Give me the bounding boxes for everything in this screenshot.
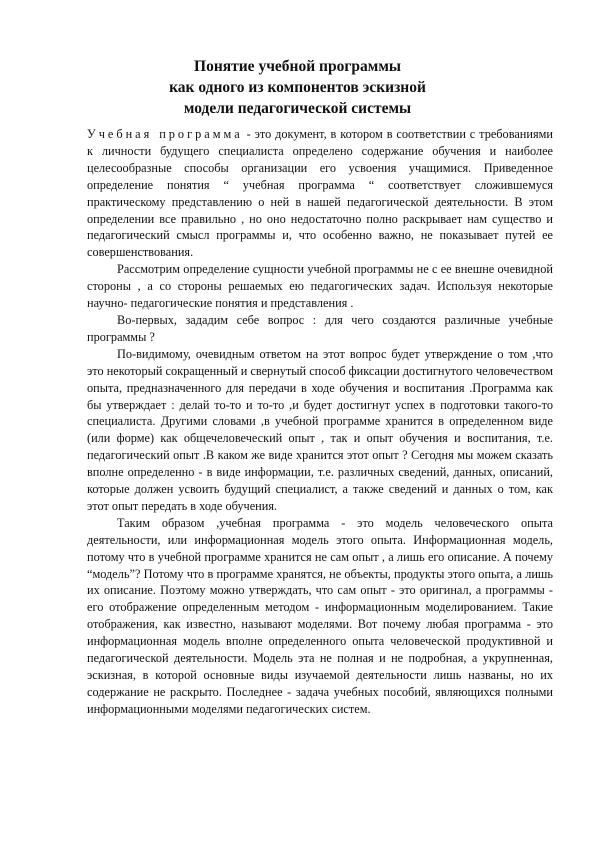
paragraph-1 bbox=[87, 126, 553, 261]
title-line-1: Понятие учебной программы bbox=[194, 58, 401, 75]
term-lead: Учебная программа bbox=[87, 127, 243, 141]
title-line-2: как одного из компонентов эскизной bbox=[169, 79, 426, 96]
title-line-3: модели педагогической системы bbox=[183, 100, 412, 117]
document-title bbox=[80, 56, 515, 119]
document-body bbox=[87, 126, 553, 718]
paragraph-3: Во-первых, зададим себе вопрос : для чего создаются различные учебные программы ? bbox=[87, 312, 553, 344]
paragraph-1-text: - это документ, в котором в соответствии с требованиями к личности будущего специалиста определено содержание обучения и наиболее целесообразные способы организации его усвоения учащимися. Приведенное определение понятия “ учебная программа “ соответствует сложившемуся практическому представлению о ней в нашей педагогической деятельности. В этом определении все правильно , но оно недостаточно полно раскрывает нам существо и педагогический смысл программы и, что особенно важно, не показывает путей ее совершенствования. bbox=[87, 127, 553, 260]
paragraph-4: По-видимому, очевидным ответом на этот вопрос будет утверждение о том ,что это некоторый сокращенный и свернутый способ фиксации достигнутого человечеством опыта, предназначенного для передачи в ходе обучения и воспитания .Программа как бы утверждает : делай то-то и то-то ,и будет достигнут успех в подготовки такого-то специалиста. Другими словами ,в учебной программе хранится в определенном виде (или форме) как общечеловеческий опыт , так и опыт обучения и воспитания, т.е. педагогический опыт .В каком же виде хранится этот опыт ? Сегодня мы можем сказать вполне определенно - в виде информации, т.е. различных сведений, данных, описаний, которые должен усвоить будущий специалист, а также сведений и данных о том, как этот опыт передать в ходе обучения. bbox=[87, 346, 553, 513]
paragraph-5: Таким образом ,учебная программа - это модель человеческого опыта деятельности, или информационная модель этого опыта. Информационная модель, потому что в учебной программе хранится не сам опыт , а лишь его описание. А почему “модель”? Потому что в программе хранятся, не объекты, продукты этого опыта, а лишь их описание. Поэтому можно утверждать, что сам опыт - это оригинал, а программы - его отображение определенным методом - информационным моделированием. Такие отображения, как известно, называют моделями. Вот почему любая программа - это информационная модель вполне определенного опыта человеческой продуктивной и педагогической деятельности. Модель эта не полная и не подробная, а укрупненная, эскизная, в которой основные виды изучаемой деятельности лишь названы, но их содержание не раскрыто. Последнее - задача учебных пособий, являющихся полными информационными моделями педагогических систем. bbox=[87, 515, 553, 716]
paragraph-2: Рассмотрим определение сущности учебной программы не с ее внешне очевидной стороны , а со стороны решаемых ею педагогических задач. Используя некоторые научно- педагогические понятия и представления . bbox=[87, 262, 553, 311]
